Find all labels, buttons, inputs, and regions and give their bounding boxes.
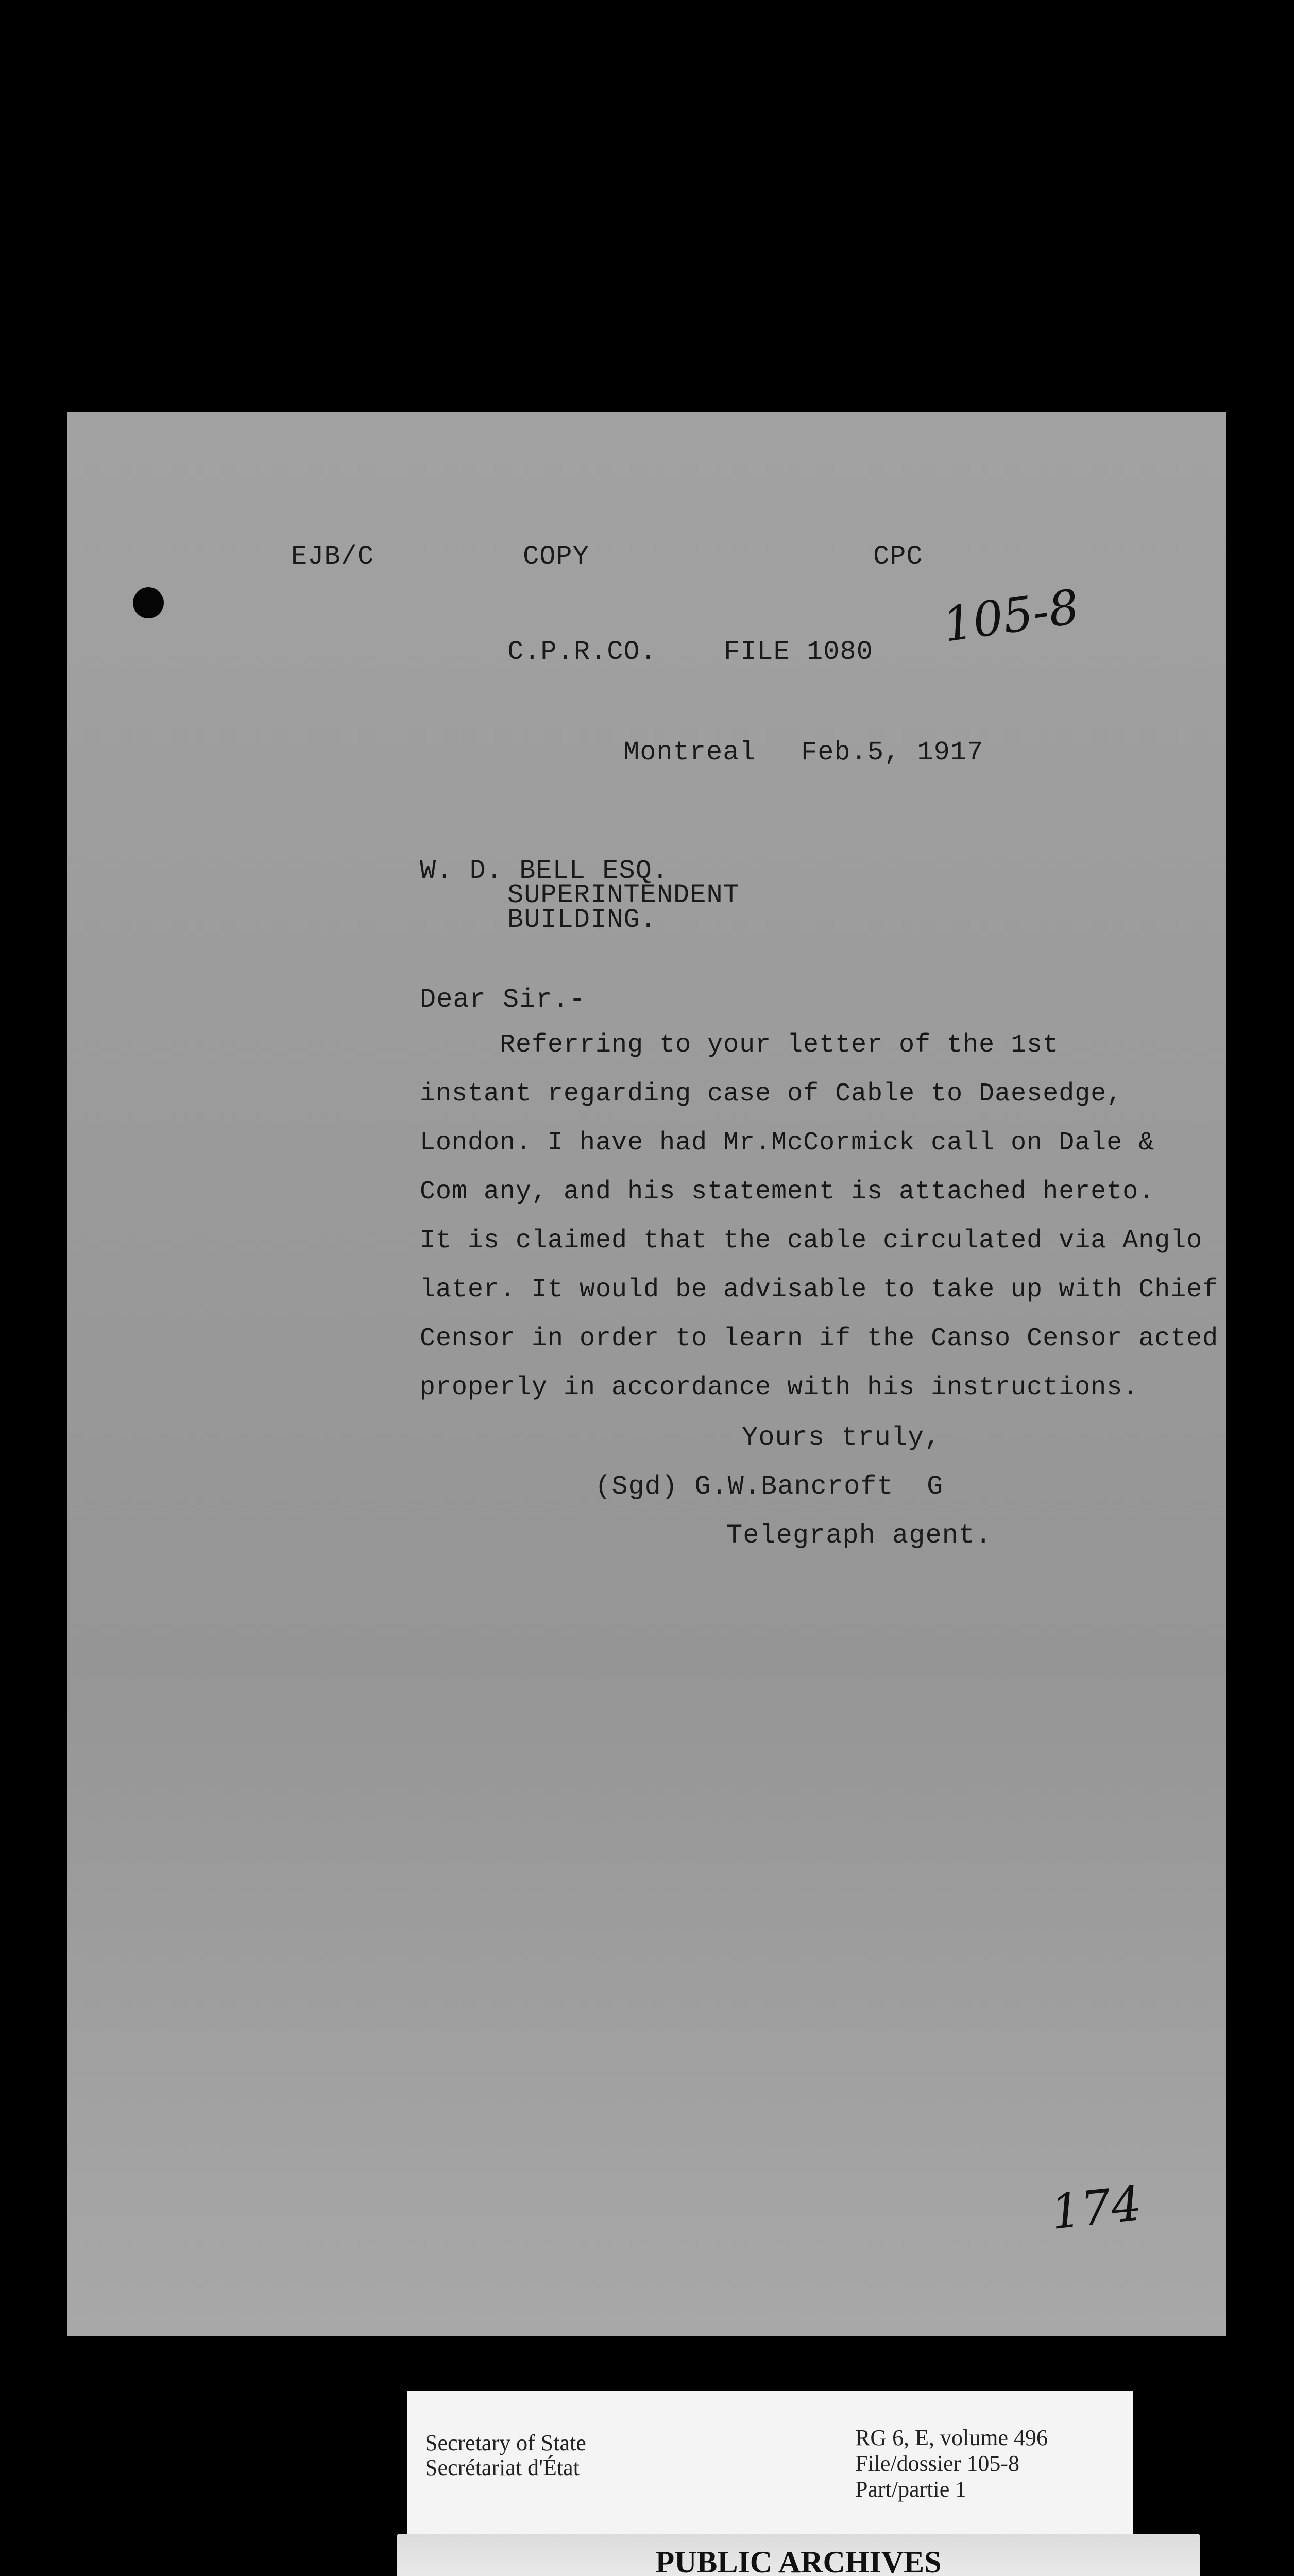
signer-title: Telegraph agent. [726, 1520, 992, 1551]
file-dossier: File/dossier 105-8 [855, 2451, 1019, 2476]
body-line: Referring to your letter of the 1st [420, 1030, 1059, 1060]
file-number: FILE 1080 [724, 637, 873, 667]
closing: Yours truly, [742, 1422, 941, 1453]
body-line: Com any, and his statement is attached hereto. [420, 1177, 1155, 1207]
reference-code: CPC [873, 541, 923, 572]
addressee-location: BUILDING. [507, 905, 657, 935]
record-group: RG 6, E, volume 496 [855, 2425, 1048, 2450]
body-line: Censor in order to learn if the Canso Censor acted [420, 1324, 1219, 1353]
department-french: Secrétariat d'État [425, 2455, 580, 2480]
handwritten-file-number: 105-8 [939, 579, 1083, 653]
copy-label: COPY [523, 541, 589, 572]
body-line: later. It would be advisable to take up with Chief [420, 1275, 1219, 1304]
archive-label [407, 2391, 1133, 2540]
punch-hole [133, 587, 164, 618]
addressee-title: SUPERINTENDENT [507, 880, 740, 910]
department-english: Secretary of State [425, 2430, 586, 2455]
addressee-name: W. D. BELL ESQ. [420, 856, 669, 886]
letter-date: Feb.5, 1917 [801, 737, 984, 768]
signature: (Sgd) G.W.Bancroft G [595, 1471, 944, 1502]
body-line: properly in accordance with his instructions. [420, 1373, 1139, 1402]
archives-stamp [397, 2534, 1200, 2576]
reference-initials: EJB/C [291, 541, 374, 572]
body-line: London. I have had Mr.McCormick call on Dale & [420, 1128, 1155, 1158]
letter-place: Montreal [623, 737, 756, 768]
handwritten-page-number: 174 [1048, 2176, 1144, 2240]
part-partie: Part/partie 1 [855, 2477, 967, 2502]
company-name: C.P.R.CO. [507, 637, 657, 667]
salutation: Dear Sir.- [420, 985, 586, 1015]
stamp-line-1: PUBLIC ARCHIVES [655, 2545, 942, 2576]
body-line: It is claimed that the cable circulated via Anglo [420, 1226, 1203, 1256]
body-line: instant regarding case of Cable to Daesedge, [420, 1079, 1123, 1109]
